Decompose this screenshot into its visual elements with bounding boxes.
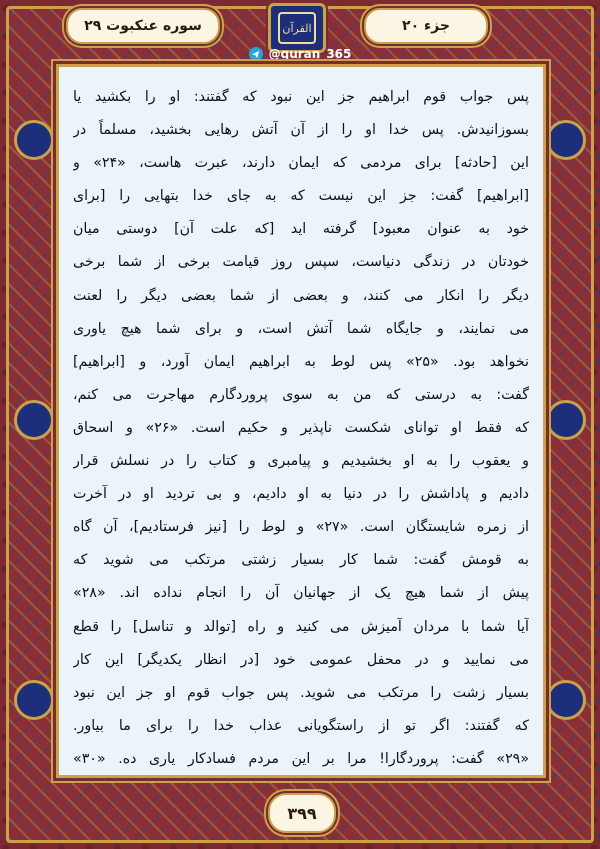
- text-line: می نمایند، و جایگاه شما آتش است، و برای شما هیچ یاوری: [73, 320, 529, 337]
- text-line: دادیم و پاداشش را در دنیا به او دادیم، و بی تردید او در آخرت: [73, 486, 529, 503]
- text-line: می نمایید و در محفل عمومی خود [در انظار یکدیگر] این کار: [73, 651, 529, 668]
- ornament-icon: [14, 400, 54, 440]
- text-line: این [حادثه] برای مردمی که ایمان دارند، عبرت هاست، «۲۴» و: [73, 155, 529, 172]
- text-line: به قومش گفت: شما کار بسیار زشتی مرتکب می شوید که: [73, 552, 529, 569]
- ornament-icon: [546, 400, 586, 440]
- channel-link[interactable]: [0, 44, 600, 64]
- text-line: از زمره شایستگان است. «۲۷» و لوط را [نیز فرستادیم]، آن گاه: [73, 519, 529, 536]
- text-panel: [56, 64, 546, 778]
- telegram-icon: [249, 47, 263, 61]
- text-line: [ابراهیم] گفت: جز این نیست که به جای خدا بتهایی را [برای: [73, 188, 529, 205]
- surah-label: سوره عنکبوت ۲۹: [66, 8, 220, 44]
- text-line: که گفتند: اگر تو از راستگویانی عذاب خدا را برای ما بیاور.: [73, 717, 529, 734]
- verse-text: [73, 81, 529, 776]
- logo-text: القرآن: [278, 12, 316, 44]
- text-line: دیگر را انکار می کنند، و بعضی از شما بعضی دیگر را لعنت: [73, 287, 529, 304]
- ornament-icon: [546, 120, 586, 160]
- text-line: گفت: به درستی که من به سوی پروردگارم مهاجرت می کنم،: [73, 386, 529, 403]
- text-line: نخواهد بود. «۲۵» پس لوط به ابراهیم ایمان آورد، و [ابراهیم]: [73, 353, 529, 370]
- text-line: بسوزانیدش. پس خدا او را از آن آتش رهایی بخشید، مسلماً در: [73, 122, 529, 139]
- ornament-icon: [546, 680, 586, 720]
- text-line: و یعقوب را به او بخشیدیم و پیامبری و کتاب را در نسلش قرار: [73, 453, 529, 470]
- channel-handle: @quran_365: [268, 47, 352, 61]
- text-line: خود به عنوان معبود] گرفته اید [که علت آن] دوستی میان: [73, 221, 529, 238]
- text-line: آیا شما با مردان آمیزش می کنید و راه [توالد و تناسل] را قطع: [73, 618, 529, 635]
- text-line: که فقط او توانای شکست ناپذیر و حکیم است. «۲۶» و اسحاق: [73, 419, 529, 436]
- page-number: ۳۹۹: [268, 793, 336, 833]
- ornament-icon: [14, 120, 54, 160]
- text-line: پس جواب قوم ابراهیم جز این نبود که گفتند: او را بکشید یا: [73, 89, 529, 105]
- text-line: خودتان در زندگی دنیاست، سپس روز قیامت برخی از شما برخی: [73, 254, 529, 271]
- ornament-icon: [14, 680, 54, 720]
- text-line: «۲۹» گفت: پروردگارا! مرا بر این مردم فسادکار یاری ده. «۳۰»: [73, 750, 529, 767]
- text-line: بسیار زشت را مرتکب می شوید. پس جواب قوم او جز این نبود: [73, 684, 529, 701]
- juz-label: جزء ۲۰: [364, 8, 488, 44]
- text-line: پیش از شما هیچ یک از جهانیان آن را انجام نداده اند. «۲۸»: [73, 585, 529, 602]
- header: [0, 2, 600, 50]
